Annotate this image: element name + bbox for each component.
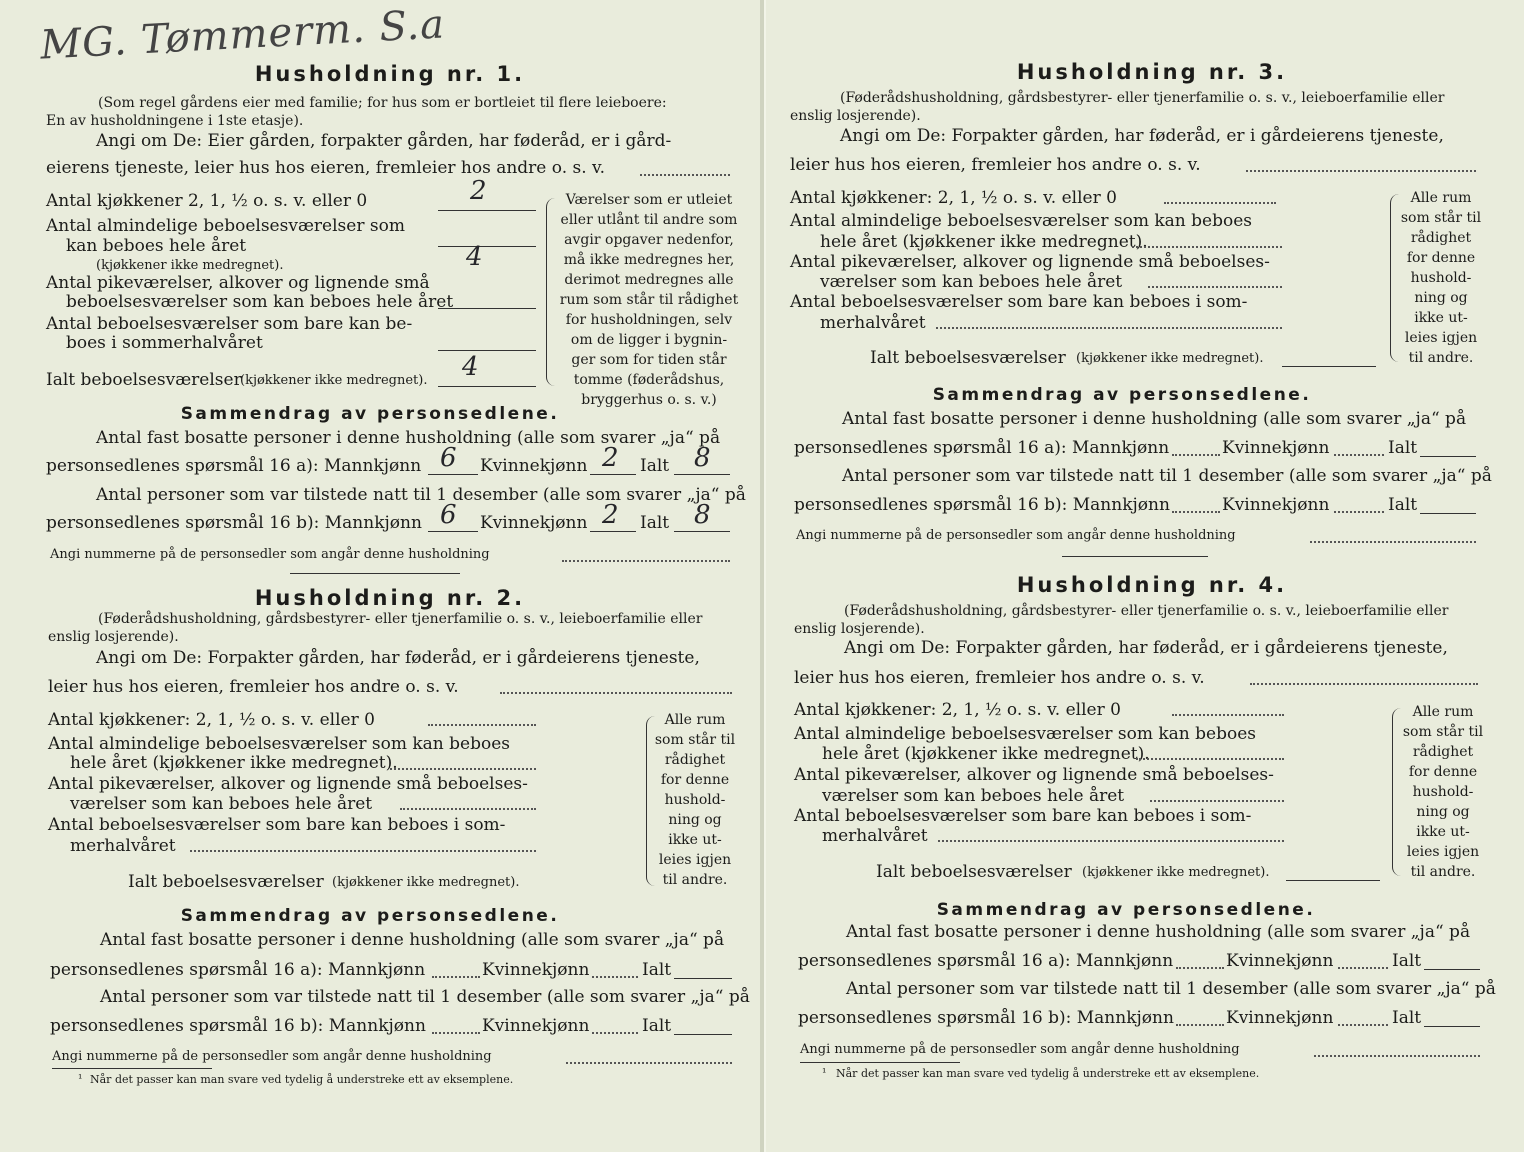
household-1-rooms-label-2: kan beboes hele året [66, 236, 247, 256]
household-4-numbers-field[interactable] [1314, 1055, 1480, 1057]
household-1-present-line-2: personsedlenes spørsmål 16 b): Mannkjønn [46, 513, 422, 533]
household-4-present-total-field[interactable] [1424, 1026, 1480, 1027]
side-note-line: tomme (føderådshus, [573, 372, 725, 388]
side-note-line: for husholdningen, selv [565, 312, 733, 328]
household-1-maid-rooms-label-1: Antal pikeværelser, alkover og lignende små [46, 273, 430, 293]
household-4-present-female-field[interactable] [1338, 1024, 1388, 1026]
side-note-line: for denne [1406, 250, 1476, 266]
household-2-question-line-2: leier hus hos eieren, fremleier hos andre o. s. v. [48, 677, 459, 697]
side-note-line: rådighet [664, 752, 726, 768]
household-4-resident-female-label: Kvinnekjønn [1226, 951, 1334, 971]
household-3-side-note [1396, 188, 1486, 368]
household-3-resident-total-label: Ialt [1388, 438, 1418, 458]
side-note-line: om de ligger i bygnin- [570, 332, 728, 348]
household-2-rooms-field[interactable] [390, 768, 536, 770]
household-1-present-female-label: Kvinnekjønn [480, 513, 588, 533]
household-4-resident-female-field[interactable] [1338, 967, 1388, 969]
side-note-line: Alle rum [664, 712, 726, 728]
household-3-total-label: Ialt beboelsesværelser [870, 348, 1066, 368]
household-2-summer-rooms-label-2: merhalvåret [70, 836, 176, 856]
household-1-resident-total-field[interactable] [674, 474, 730, 475]
household-1-kitchens-label: Antal kjøkkener 2, 1, ½ o. s. v. eller 0 [46, 191, 368, 211]
household-4-rooms-label-1: Antal almindelige beboelsesværelser som kan beboes [794, 724, 1256, 744]
household-3-note-line-1: (Føderådshusholdning, gårdsbestyrer- eller tjenerfamilie o. s. v., leieboerfamilie eller [840, 90, 1445, 106]
household-2-present-line-1: Antal personer som var tilstede natt til 1 desember (alle som svarer „ja“ på [100, 987, 750, 1007]
side-note-line: til andre. [1410, 864, 1476, 880]
household-2-numbers-label: Angi nummerne på de personsedler som angår denne husholdning [52, 1049, 492, 1064]
household-2-maid-rooms-field[interactable] [400, 808, 536, 810]
household-2-note-line-2: enslig losjerende). [48, 629, 179, 645]
household-2-resident-total-label: Ialt [642, 960, 672, 980]
household-3-resident-female-field[interactable] [1334, 454, 1384, 456]
household-1-present-male-value[interactable]: 6 [440, 500, 457, 530]
side-note-line: hushold- [664, 792, 726, 808]
household-1-kitchens-field[interactable] [438, 210, 536, 211]
household-1-note-line-1: (Som regel gårdens eier med familie; for hus som er bortleiet til flere leieboere: [98, 95, 667, 111]
side-note-line: ning og [668, 812, 722, 828]
household-4-question-line-1: Angi om De: Forpakter gården, har føderåd, er i gårdeierens tjeneste, [844, 638, 1448, 658]
household-1-maid-rooms-field[interactable] [438, 308, 536, 309]
household-3-kitchens-label: Antal kjøkkener: 2, 1, ½ o. s. v. eller 0 [790, 188, 1117, 208]
household-1-present-female-field[interactable] [590, 531, 636, 532]
household-4-kitchens-field[interactable] [1172, 714, 1284, 716]
side-note-line: for denne [1408, 764, 1478, 780]
household-3-present-total-field[interactable] [1420, 513, 1476, 514]
household-1-rooms-field[interactable] [438, 246, 536, 247]
side-note-line: bryggerhus o. s. v.) [581, 392, 717, 408]
household-4-maid-rooms-label-2: værelser som kan beboes hele året [822, 786, 1125, 806]
side-note-line: rådighet [1410, 230, 1472, 246]
household-3-resident-male-field[interactable] [1172, 454, 1220, 456]
side-note-line: ger som for tiden står [571, 352, 727, 368]
household-2-side-note [650, 710, 740, 890]
household-1-present-female-value[interactable]: 2 [602, 500, 619, 530]
household-1-total-note: (kjøkkener ikke medregnet). [240, 373, 428, 388]
household-1-present-total-field[interactable] [674, 531, 730, 532]
household-2-numbers-field[interactable] [566, 1062, 732, 1064]
side-note-line: eller utlånt til andre som [560, 212, 738, 228]
household-1-resident-female-value[interactable]: 2 [602, 443, 619, 473]
household-3-summer-rooms-label-2: merhalvåret [820, 313, 926, 333]
household-2-present-female-label: Kvinnekjønn [482, 1016, 590, 1036]
side-note-line: som står til [1402, 724, 1484, 740]
household-4-resident-male-field[interactable] [1176, 967, 1224, 969]
household-2-resident-line-1: Antal fast bosatte personer i denne husholdning (alle som svarer „ja“ på [100, 930, 725, 950]
household-3-numbers-label: Angi nummerne på de personsedler som angår denne husholdning [796, 528, 1236, 543]
household-3-note-line-2: enslig losjerende). [790, 108, 921, 124]
household-2-total-label: Ialt beboelsesværelser [128, 872, 324, 892]
household-1-total-field[interactable] [438, 386, 536, 387]
household-3-numbers-field[interactable] [1310, 541, 1476, 543]
household-1-present-total-value[interactable]: 8 [694, 500, 711, 530]
household-1-summer-rooms-label-1: Antal beboelsesværelser som bare kan be- [46, 314, 413, 334]
side-note-line: for denne [660, 772, 730, 788]
handwritten-annotation: MG. Tømmerm. S.a [39, 1, 447, 69]
side-note-line: Alle rum [1412, 704, 1474, 720]
side-note-line: derimot medregnes alle [564, 272, 734, 288]
household-2-note-line-1: (Føderådshusholdning, gårdsbestyrer- eller tjenerfamilie o. s. v., leieboerfamilie eller [98, 611, 703, 627]
side-note-line: til andre. [1408, 350, 1474, 366]
household-3-present-female-field[interactable] [1334, 511, 1384, 513]
side-note-line: må ikke medregnes her, [563, 252, 735, 268]
household-1-resident-female-field[interactable] [590, 474, 636, 475]
household-3-kitchens-field[interactable] [1164, 202, 1276, 204]
household-3-rooms-label-1: Antal almindelige beboelsesværelser som kan beboes [790, 211, 1252, 231]
household-1-title: Husholdning nr. 1. [254, 62, 526, 86]
side-note-line: leies igjen [658, 852, 732, 868]
side-note-line: rådighet [1412, 744, 1474, 760]
household-4-question-answer-line[interactable] [1250, 683, 1478, 685]
household-4-summer-rooms-label-1: Antal beboelsesværelser som bare kan beboes i som- [794, 806, 1252, 826]
household-3-resident-total-field[interactable] [1420, 456, 1476, 457]
household-1-summer-rooms-label-2: boes i sommerhalvåret [66, 333, 263, 353]
household-4-footnote: Når det passer kan man svare ved tydelig å understreke ett av eksemplene. [836, 1067, 1260, 1080]
household-4-note-line-1: (Føderådshusholdning, gårdsbestyrer- eller tjenerfamilie o. s. v., leieboerfamilie eller [844, 603, 1449, 619]
household-2-question-line-1: Angi om De: Forpakter gården, har føderåd, er i gårdeierens tjeneste, [96, 648, 700, 668]
household-1-rooms-label-1: Antal almindelige beboelsesværelser som [46, 216, 405, 236]
household-2-present-male-field[interactable] [432, 1032, 480, 1034]
household-4-rooms-field[interactable] [1136, 758, 1284, 760]
household-1-brace [546, 198, 555, 386]
household-3-question-line-2: leier hus hos eieren, fremleier hos andre o. s. v. [790, 155, 1201, 175]
side-note-line: Værelser som er utleiet [565, 192, 733, 208]
household-4-resident-total-label: Ialt [1392, 951, 1422, 971]
household-1-kitchens-value[interactable]: 2 [470, 176, 487, 206]
household-2-summer-rooms-field[interactable] [190, 850, 536, 852]
household-4-maid-rooms-label-1: Antal pikeværelser, alkover og lignende små beboelses- [794, 765, 1274, 785]
household-1-present-total-label: Ialt [640, 513, 670, 533]
household-1-resident-total-label: Ialt [640, 456, 670, 476]
household-3-present-line-1: Antal personer som var tilstede natt til 1 desember (alle som svarer „ja“ på [842, 466, 1492, 486]
household-1-question-line-1: Angi om De: Eier gården, forpakter gården, har føderåd, er i gård- [96, 131, 672, 151]
household-1-numbers-label: Angi nummerne på de personsedler som angår denne husholdning [50, 547, 490, 562]
household-4-maid-rooms-field[interactable] [1150, 800, 1284, 802]
household-1-maid-rooms-label-2: beboelsesværelser som kan beboes hele året [66, 292, 454, 312]
household-3-summer-rooms-label-1: Antal beboelsesværelser som bare kan beboes i som- [790, 292, 1248, 312]
household-4-present-female-label: Kvinnekjønn [1226, 1008, 1334, 1028]
household-1-present-male-field[interactable] [428, 531, 478, 532]
side-note-line: leies igjen [1404, 330, 1478, 346]
side-note-line: som står til [654, 732, 736, 748]
household-4-note-line-2: enslig losjerende). [794, 621, 925, 637]
side-note-line: leies igjen [1406, 844, 1480, 860]
household-1-side-note [556, 190, 742, 410]
household-3-question-line-1: Angi om De: Forpakter gården, har føderåd, er i gårdeierens tjeneste, [840, 126, 1444, 146]
household-1-question-answer-line[interactable] [640, 174, 730, 176]
side-note-line: ning og [1414, 290, 1468, 306]
side-note-line: ikke ut- [1416, 824, 1470, 840]
household-4-present-male-field[interactable] [1176, 1024, 1224, 1026]
household-3-summary-title: Sammendrag av personsedlene. [932, 385, 1312, 405]
household-4-rooms-label-2: hele året (kjøkkener ikke medregnet). [822, 744, 1150, 764]
household-3-resident-line-1: Antal fast bosatte personer i denne husholdning (alle som svarer „ja“ på [842, 409, 1467, 429]
household-3-resident-female-label: Kvinnekjønn [1222, 438, 1330, 458]
household-2-title: Husholdning nr. 2. [254, 586, 526, 610]
household-4-present-line-2: personsedlenes spørsmål 16 b): Mannkjønn [798, 1008, 1174, 1028]
side-note-line: til andre. [662, 872, 728, 888]
household-4-title: Husholdning nr. 4. [1016, 573, 1288, 597]
household-4-kitchens-label: Antal kjøkkener: 2, 1, ½ o. s. v. eller 0 [794, 700, 1121, 720]
side-note-line: ikke ut- [668, 832, 722, 848]
household-3-present-female-label: Kvinnekjønn [1222, 495, 1330, 515]
household-3-question-answer-line[interactable] [1246, 170, 1476, 172]
side-note-line: som står til [1400, 210, 1482, 226]
household-3-total-field[interactable] [1282, 366, 1376, 367]
footnote-rule [52, 1068, 212, 1069]
household-4-total-field[interactable] [1286, 880, 1380, 881]
household-4-summer-rooms-field[interactable] [938, 840, 1284, 842]
right-page [766, 0, 1524, 1152]
household-1-resident-total-value[interactable]: 8 [694, 443, 711, 473]
household-2-resident-male-field[interactable] [432, 976, 480, 978]
household-4-total-label: Ialt beboelsesværelser [876, 862, 1072, 882]
household-2-question-answer-line[interactable] [500, 692, 732, 694]
household-2-resident-line-2: personsedlenes spørsmål 16 a): Mannkjønn [50, 960, 426, 980]
household-3-maid-rooms-label-1: Antal pikeværelser, alkover og lignende små beboelses- [790, 252, 1270, 272]
footnote-rule [800, 1062, 960, 1063]
household-2-rooms-label-2: hele året (kjøkkener ikke medregnet). [70, 753, 398, 773]
household-3-maid-rooms-field[interactable] [1148, 286, 1282, 288]
household-1-total-value[interactable]: 4 [462, 352, 479, 382]
household-4-total-note: (kjøkkener ikke medregnet). [1082, 865, 1270, 880]
household-4-summary-title: Sammendrag av personsedlene. [936, 900, 1316, 920]
household-4-resident-total-field[interactable] [1424, 969, 1480, 970]
household-1-total-label: Ialt beboelsesværelser [46, 370, 242, 390]
household-2-present-line-2: personsedlenes spørsmål 16 b): Mannkjønn [50, 1016, 426, 1036]
household-2-summer-rooms-label-1: Antal beboelsesværelser som bare kan beboes i som- [48, 815, 506, 835]
household-3-title: Husholdning nr. 3. [1016, 60, 1288, 84]
footnote-mark: ¹ [822, 1066, 827, 1079]
household-2-kitchens-label: Antal kjøkkener: 2, 1, ½ o. s. v. eller 0 [48, 710, 375, 730]
household-3-separator [1062, 556, 1208, 557]
household-1-present-line-1: Antal personer som var tilstede natt til 1 desember (alle som svarer „ja“ på [96, 485, 746, 505]
household-1-rooms-label-3: (kjøkkener ikke medregnet). [96, 258, 284, 273]
household-1-summer-rooms-field[interactable] [438, 350, 536, 351]
household-2-resident-female-label: Kvinnekjønn [482, 960, 590, 980]
side-note-line: hushold- [1412, 784, 1474, 800]
household-4-resident-line-2: personsedlenes spørsmål 16 a): Mannkjønn [798, 951, 1174, 971]
household-1-numbers-field[interactable] [562, 560, 730, 562]
household-2-resident-total-field[interactable] [674, 978, 732, 979]
side-note-line: Alle rum [1410, 190, 1472, 206]
household-2-resident-female-field[interactable] [592, 976, 638, 978]
side-note-line: avgir opgaver nedenfor, [564, 232, 734, 248]
household-1-resident-line-1: Antal fast bosatte personer i denne husholdning (alle som svarer „ja“ på [96, 428, 721, 448]
household-4-numbers-label: Angi nummerne på de personsedler som angår denne husholdning [800, 1042, 1240, 1057]
household-1-summary-title: Sammendrag av personsedlene. [180, 404, 560, 424]
household-4-summer-rooms-label-2: merhalvåret [822, 826, 928, 846]
household-4-resident-line-1: Antal fast bosatte personer i denne husholdning (alle som svarer „ja“ på [846, 922, 1471, 942]
household-2-kitchens-field[interactable] [428, 724, 536, 726]
footnote-mark: ¹ [78, 1072, 83, 1085]
household-2-present-total-field[interactable] [674, 1034, 732, 1035]
household-3-resident-line-2: personsedlenes spørsmål 16 a): Mannkjønn [794, 438, 1170, 458]
household-1-separator [290, 573, 460, 574]
household-1-note-line-2: En av husholdningene i 1ste etasje). [46, 113, 304, 129]
side-note-line: ning og [1416, 804, 1470, 820]
household-3-rooms-label-2: hele året (kjøkkener ikke medregnet). [820, 232, 1148, 252]
household-3-maid-rooms-label-2: værelser som kan beboes hele året [820, 272, 1123, 292]
household-3-rooms-field[interactable] [1132, 246, 1282, 248]
household-2-maid-rooms-label-2: værelser som kan beboes hele året [70, 794, 373, 814]
household-3-present-male-field[interactable] [1172, 511, 1220, 513]
side-note-line: ikke ut- [1414, 310, 1468, 326]
household-3-total-note: (kjøkkener ikke medregnet). [1076, 351, 1264, 366]
household-2-total-note: (kjøkkener ikke medregnet). [332, 875, 520, 890]
household-4-present-line-1: Antal personer som var tilstede natt til 1 desember (alle som svarer „ja“ på [846, 979, 1496, 999]
household-2-rooms-label-1: Antal almindelige beboelsesværelser som kan beboes [48, 734, 510, 754]
household-3-present-total-label: Ialt [1388, 495, 1418, 515]
household-4-question-line-2: leier hus hos eieren, fremleier hos andre o. s. v. [794, 668, 1205, 688]
household-2-maid-rooms-label-1: Antal pikeværelser, alkover og lignende små beboelses- [48, 774, 528, 794]
household-1-resident-female-label: Kvinnekjønn [480, 456, 588, 476]
household-1-question-line-2: eierens tjeneste, leier hus hos eieren, fremleier hos andre o. s. v. [46, 158, 606, 178]
household-2-present-total-label: Ialt [642, 1016, 672, 1036]
household-1-resident-line-2: personsedlenes spørsmål 16 a): Mannkjønn [46, 456, 422, 476]
household-1-resident-male-value[interactable]: 6 [440, 443, 457, 473]
household-2-present-female-field[interactable] [592, 1032, 638, 1034]
household-2-summary-title: Sammendrag av personsedlene. [180, 906, 560, 926]
household-2-footnote: Når det passer kan man svare ved tydelig å understreke ett av eksemplene. [90, 1073, 514, 1086]
side-note-line: hushold- [1410, 270, 1472, 286]
household-3-summer-rooms-field[interactable] [936, 327, 1282, 329]
household-1-resident-male-field[interactable] [428, 474, 478, 475]
side-note-line: rum som står til rådighet [559, 292, 739, 308]
household-1-rooms-value[interactable]: 4 [466, 242, 483, 272]
household-4-side-note [1398, 702, 1488, 882]
household-3-present-line-2: personsedlenes spørsmål 16 b): Mannkjønn [794, 495, 1170, 515]
household-4-present-total-label: Ialt [1392, 1008, 1422, 1028]
